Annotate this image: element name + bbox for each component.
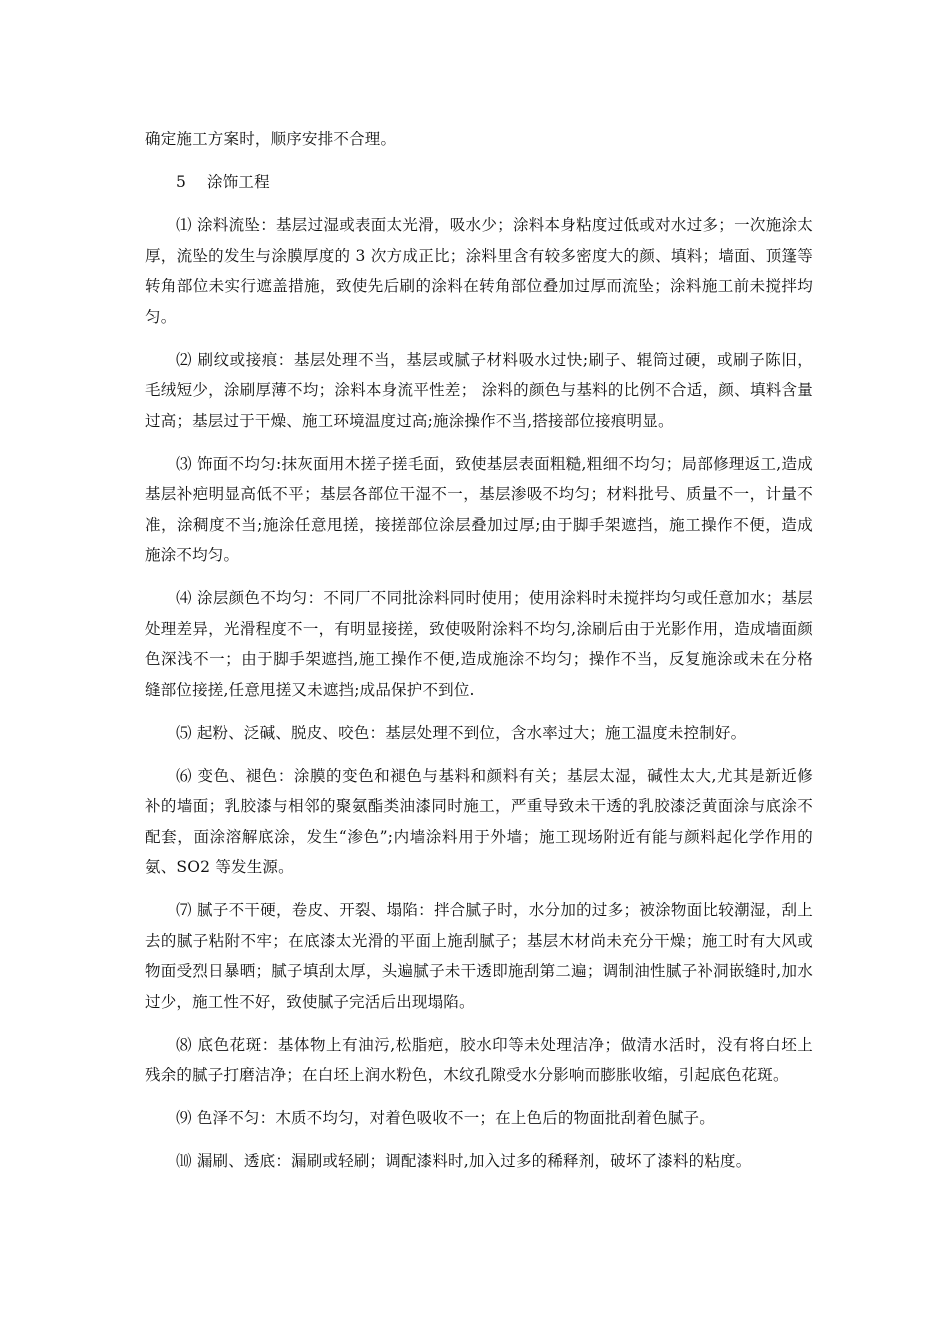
item-paragraph-7: ⑺ 腻子不干硬，卷皮、开裂、塌陷：拌合腻子时，水分加的过多；被涂物面比较潮湿，刮上去的腻子粘附不牢；在底漆太光滑的平面上施刮腻子；基层木材尚未充分干燥；施工时有大风或物面受烈日暴晒；腻子填刮太厚，头遍腻子未干透即施刮第二遍；调制油性腻子补洞嵌缝时,加水过少，施工性不好，致使腻子完活后出现塌陷。 xyxy=(145,901,813,1011)
section-title: 涂饰工程 xyxy=(207,173,270,191)
section-number: 5 xyxy=(176,173,187,191)
document-body xyxy=(145,124,813,1177)
item-paragraph-3: ⑶ 饰面不均匀:抹灰面用木搓子搓毛面，致使基层表面粗糙,粗细不均匀；局部修理返工,造成基层补疤明显高低不平；基层各部位干湿不一，基层渗吸不均匀；材料批号、质量不一，计量不准，涂稠度不当;施涂任意甩搓，接搓部位涂层叠加过厚;由于脚手架遮挡，施工操作不便，造成施涂不均匀。 xyxy=(145,454,813,564)
item-paragraph-5: ⑸ 起粉、泛碱、脱皮、咬色：基层处理不到位，含水率过大；施工温度未控制好。 xyxy=(176,723,747,742)
section-heading xyxy=(145,167,813,198)
item-paragraph-1: ⑴ 涂料流坠：基层过湿或表面太光滑，吸水少；涂料本身粘度过低或对水过多；一次施涂太厚，流坠的发生与涂膜厚度的 3 次方成正比；涂料里含有较多密度大的颜、填料；墙面、顶篷等转角部位未实行遮盖措施，致使先后刷的涂料在转角部位叠加过厚而流坠；涂料施工前未搅拌均匀。 xyxy=(145,216,813,326)
item-paragraph-10: ⑽ 漏刷、透底：漏刷或轻刷；调配漆料时,加入过多的稀释剂，破坏了漆料的粘度。 xyxy=(176,1152,752,1170)
item-paragraph-6: ⑹ 变色、褪色：涂膜的变色和褪色与基料和颜料有关；基层太湿，碱性太大,尤其是新近修补的墙面；乳胶漆与相邻的聚氨酯类油漆同时施工，严重导致未干透的乳胶漆泛黄面涂与底涂不配套，面涂溶解底涂，发生“渗色”;内墙涂料用于外墙；施工现场附近有能与颜料起化学作用的氨、SO2 等发生源。 xyxy=(145,766,813,876)
item-paragraph-2: ⑵ 刷纹或接痕：基层处理不当，基层或腻子材料吸水过快;刷子、辊筒过硬，或刷子陈旧，毛绒短少，涂刷厚薄不均；涂料本身流平性差； 涂料的颜色与基料的比例不合适，颜、填料含量过高；基层过于干燥、施工环境温度过高;施涂操作不当,搭接部位接痕明显。 xyxy=(145,350,813,430)
item-paragraph-8: ⑻ 底色花斑：基体物上有油污,松脂疤，胶水印等未处理洁净；做清水活时，没有将白坯上残余的腻子打磨洁净；在白坯上润水粉色，木纹孔隙受水分影响而膨胀收缩，引起底色花斑。 xyxy=(145,1035,813,1084)
lead-paragraph: 确定施工方案时，顺序安排不合理。 xyxy=(145,130,397,148)
item-paragraph-4: ⑷ 涂层颜色不均匀：不同厂不同批涂料同时使用；使用涂料时未搅拌均匀或任意加水；基层处理差异，光滑程度不一，有明显接搓，致使吸附涂料不均匀,涂刷后由于光影作用，造成墙面颜色深浅不一；由于脚手架遮挡,施工操作不便,造成施涂不均匀；操作不当，反复施涂或未在分格缝部位接搓,任意甩搓又未遮挡;成品保护不到位. xyxy=(145,589,813,699)
item-paragraph-9: ⑼ 色泽不匀：木质不均匀，对着色吸收不一；在上色后的物面批刮着色腻子。 xyxy=(176,1109,715,1127)
